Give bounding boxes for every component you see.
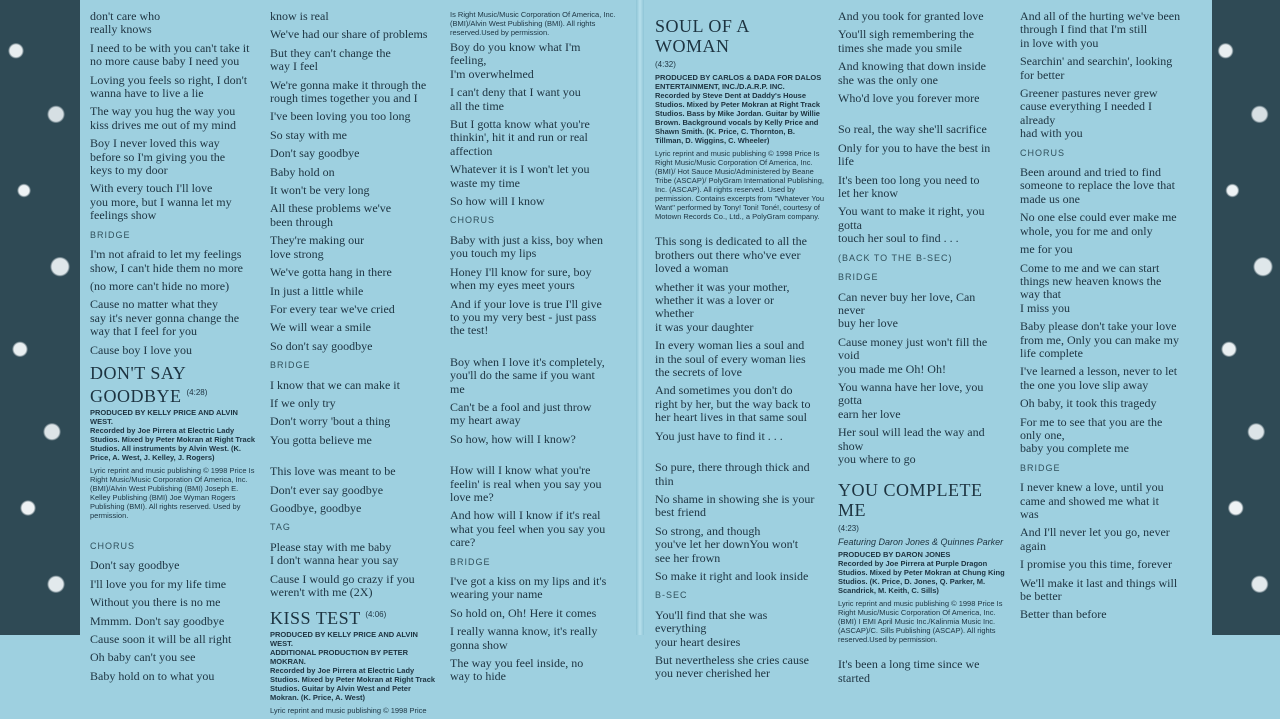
lyric-line: It's been too long you need to let her know (838, 172, 980, 201)
lyric-line: Cause I would go crazy if you weren't with me (2X) (270, 571, 415, 599)
lyric-line: Only for you to have the best in life (838, 140, 991, 169)
lyric-line: Don't ever say goodbye (270, 482, 384, 497)
lyrics-column-3 (450, 10, 625, 689)
lyric-line: I've been loving you too long (270, 109, 411, 124)
lyric-line: Can't be a fool and just throw my heart away (450, 399, 592, 428)
lyric-line: In just a little while (270, 283, 364, 298)
lyric-line: But I gotta know what you're thinkin', hit it and run or real affection (450, 117, 590, 158)
lyrics-block (838, 291, 1008, 467)
lyrics-column-1 (90, 10, 260, 688)
lyric-line: So how will I know (450, 194, 545, 209)
lyric-line: Cause money just won't fill the void you made me Oh! Oh! (838, 334, 988, 376)
lyrics-block (450, 234, 625, 550)
song-duration: (4:32) (655, 60, 676, 69)
section-label: BRIDGE (450, 556, 491, 567)
right-photo-edge (1212, 0, 1280, 635)
section-label: BRIDGE (90, 229, 131, 240)
lyric-line: It won't be very long (270, 183, 370, 198)
song-title: DON'T SAY GOODBYE $^{(4:28)}$ (90, 362, 208, 406)
lyric-line: don't care who really knows (90, 9, 161, 37)
lyrics-block (90, 10, 260, 223)
lyrics-block (1020, 166, 1192, 456)
lyric-line: So make it right and look inside (655, 568, 809, 583)
lyric-line: Don't worry 'bout a thing (270, 414, 391, 429)
lyric-line: Boy do you know what I'm feeling, I'm overwhelmed (450, 40, 581, 81)
lyric-line: I've learned a lesson, never to let the one you love slip away (1020, 364, 1178, 392)
lyric-line: I'm not afraid to let my feelings show, I can't hide them no more (90, 247, 244, 275)
production-credit: PRODUCED BY KELLY PRICE AND ALVIN WEST. Recorded by Joe Pirrera at Electric Lady Studios. Mixed by Peter Mokran at Right Track Studios. All instruments by Alvin West. (K. Price, A. West, J. Kelley, J. Rogers) (90, 407, 256, 462)
lyrics-block (270, 379, 440, 516)
lyric-line: Whatever it is I won't let you waste my time (450, 162, 590, 190)
lyric-line: Cause boy I love you (90, 342, 192, 357)
lyric-line: This love was meant to be (270, 464, 396, 479)
lyric-line: The way you hug the way you kiss drives me out of my mind (90, 104, 236, 132)
lyric-line: You gotta believe me (270, 432, 372, 447)
lyric-line: Boy when I love it's completely, you'll do the same if you want me (450, 354, 605, 396)
lyric-line: No shame in showing she is your best friend (655, 491, 815, 520)
section-label: BRIDGE (838, 272, 879, 283)
lyric-line: Come to me and we can start things new heaven knows the way that I miss you (1020, 260, 1162, 315)
lyrics-column-2 (270, 10, 440, 719)
lyric-line: We will wear a smile (270, 320, 371, 335)
production-credit: PRODUCED BY KELLY PRICE AND ALVIN WEST. ADDITIONAL PRODUCTION BY PETER MOKRAN. Recorded by Joe Pirrera at Electric Lady Studios. Mixed by Peter Mokran at Right Track Studios. Guitar by Alvin West and Peter Mokran. (K. Price, A. West) (270, 630, 436, 703)
publishing-credit: Lyric reprint and music publishing © 1998 Price Is Right Music/Music Corporation Of America, Inc. (BMI)/ Hot Sauce Music/Administered by Beane Tribe (ASCAP)/ PolyGram International Publishing, Inc. (ASCAP). All rights reserved. Used by permission. Contains excerpts from "Whatever You Want" performed by Tony! Toni! Toné!, courtesy of Motown Records Co., Ltd., a PolyGram company. (655, 149, 824, 222)
lyrics-block (838, 658, 1008, 685)
lyric-line: And you took for granted love (838, 9, 984, 23)
section-label: BRIDGE (1020, 462, 1061, 473)
lyric-line: Searchin' and searchin', looking for better (1020, 54, 1173, 82)
lyric-line: Baby please don't take your love from me, Only you can make my life complete (1020, 319, 1179, 360)
lyric-line (450, 343, 625, 351)
lyric-line: I can't deny that I want you all the time (450, 85, 581, 113)
lyrics-block (655, 235, 825, 583)
lyric-line: But they can't change the way I feel (270, 45, 391, 74)
lyric-line: Baby with just a kiss, boy when you touch my lips (450, 232, 603, 261)
lyric-line: All these problems we've been through (270, 201, 392, 229)
lyric-line: So real, the way she'll sacrifice (838, 122, 987, 137)
lyric-line: You'll find that she was everything your heart desires (655, 607, 768, 649)
section-label: CHORUS (450, 215, 496, 226)
lyric-line: The way you feel inside, no way to hide (450, 656, 584, 684)
lyric-line: me for you (1020, 242, 1073, 257)
lyric-line: With every touch I'll love you more, but I wanna let my feelings show (90, 181, 232, 223)
lyrics-block (655, 609, 825, 681)
lyric-line: And I'll never let you go, never again (1020, 525, 1170, 553)
lyric-line: So pure, there through thick and thin (655, 460, 810, 488)
lyrics-block (270, 541, 440, 600)
lyric-line: And knowing that down inside she was the only one (838, 59, 986, 87)
lyric-line: If we only try (270, 395, 336, 410)
lyric-line: Better than before (1020, 607, 1107, 622)
lyric-line: And how will I know if it's real what you feel when you say you care? (450, 508, 606, 550)
lyric-line: So don't say goodbye (270, 338, 373, 353)
production-credit: PRODUCED BY CARLOS & DADA FOR DALOS ENTERTAINMENT, INC./D.A.R.P. INC. Recorded by Steve Dent at Daddy's House Studios. Mixed by Peter Mokran at Right Track Studios. Bass by Mike Jordan. Guitar by Willie Brown. Background vocals by Kelly Price and Shawn Smith. (K. Price, C. Thornton, B. Tillman, D. Wiggins, C. Wheeler) (655, 73, 822, 146)
booklet-spine (636, 0, 644, 635)
lyrics-block (450, 41, 625, 208)
lyric-line: Loving you feels so right, I don't wanna have to live a lie (90, 72, 248, 101)
lyric-line: Without you there is no me (90, 595, 221, 610)
production-credit: PRODUCED BY DARON JONES Recorded by Joe Pirrera at Purple Dragon Studios. Mixed by Peter Mokran at Chung King Studios. (K. Price, D. Jones, Q. Parker, M. Scandrick, M. Keith, C. Sills) (838, 550, 1005, 596)
lyric-line: They're making our love strong (270, 233, 365, 261)
featuring-credit: Featuring Daron Jones & Quinnes Parker (838, 536, 1004, 547)
lyric-line: And sometimes you don't do right by her, but the way back to her heart lives in that same soul (655, 383, 811, 425)
lyric-line: Who'd love you forever more (838, 91, 980, 106)
lyric-line: Baby hold on (270, 164, 335, 179)
lyrics-block (450, 575, 625, 684)
lyric-line (838, 110, 1008, 118)
lyric-line: This song is dedicated to all the brothers out there who've ever loved a woman (655, 234, 807, 276)
lyric-line: Cause soon it will be all right (90, 631, 232, 646)
lyric-line: And if your love is true I'll give to you my very best - just pass the test! (450, 296, 602, 338)
lyrics-block (1020, 10, 1192, 141)
lyric-line: I never knew a love, until you came and showed me what it was (1020, 480, 1164, 521)
lyric-line (655, 448, 825, 456)
lyric-line: For me to see that you are the only one, baby you complete me (1020, 414, 1163, 456)
lyric-line: So how, how will I know? (450, 431, 576, 446)
lyric-line: We'll make it last and things will be better (1020, 575, 1178, 604)
song-duration: (4:23) (838, 524, 859, 534)
lyric-line: I'll love you for my life time (90, 576, 227, 591)
lyric-line: Oh baby can't you see (90, 650, 196, 665)
lyric-line: We've gotta hang in there (270, 265, 392, 280)
lyrics-column-4 (655, 10, 825, 686)
song-title: SOUL OF A WOMAN (655, 16, 749, 56)
lyric-line: We've had our share of problems (270, 27, 428, 42)
lyrics-block (90, 248, 260, 357)
lyric-line: Please stay with me baby I don't wanna hear you say (270, 539, 399, 568)
lyric-line (450, 451, 625, 459)
lyric-line: I need to be with you can't take it no more cause baby I need you (90, 40, 250, 69)
lyrics-block (90, 559, 260, 683)
lyric-line: So stay with me (270, 127, 347, 142)
section-label: (BACK TO THE B-SEC) (838, 252, 953, 263)
lyric-line: Can never buy her love, Can never buy her love (838, 289, 976, 331)
lyric-line: Baby hold on to what you (90, 668, 215, 683)
lyrics-column-5 (838, 10, 1008, 690)
lyric-line: Don't say goodbye (90, 558, 180, 573)
lyric-line: No one else could ever make me whole, you for me and only (1020, 210, 1177, 238)
lyric-line: (no more can't hide no more) (90, 278, 230, 293)
lyric-line: In every woman lies a soul and in the soul of every woman lies the secrets of love (655, 338, 806, 380)
lyric-line: It's been a long time since we started (838, 657, 980, 685)
lyric-line: So strong, and though you've let her downYou won't see her frown (655, 523, 799, 565)
lyric-line: And all of the hurting we've been through I find that I'm still in love with you (1020, 9, 1181, 50)
lyric-line: You just have to find it . . . (655, 428, 783, 443)
lyric-line: I really wanna know, it's really gonna show (450, 624, 598, 652)
lyric-line: You want to make it right, you gotta touch her soul to find . . . (838, 204, 985, 246)
lyric-line: I've got a kiss on my lips and it's wearing your name (450, 574, 607, 602)
lyric-line: I promise you this time, forever (1020, 557, 1172, 572)
lyric-line: Goodbye, goodbye (270, 500, 362, 515)
lyrics-block (838, 10, 1008, 246)
lyric-line: Don't say goodbye (270, 146, 360, 161)
song-title: KISS TEST $^{(4:06)}$ (270, 608, 387, 629)
lyric-line: Honey I'll know for sure, boy when my eyes meet yours (450, 264, 592, 293)
lyric-line: Oh baby, it took this tragedy (1020, 396, 1157, 411)
lyric-line: I know that we can make it (270, 377, 400, 392)
lyric-line: Greener pastures never grew cause everything I needed I already had with you (1020, 86, 1158, 141)
lyric-line: Cause no matter what they say it's never gonna change the way that I feel for you (90, 297, 240, 339)
lyric-line: know is real (270, 9, 329, 23)
section-label: CHORUS (1020, 147, 1066, 158)
lyric-line: How will I know what you're feelin' is real when you say you love me? (450, 463, 602, 504)
lyric-line: Mmmm. Don't say goodbye (90, 613, 225, 628)
publishing-credit: Lyric reprint and music publishing © 1998 Price Is Right Music/Music Corporation Of America, Inc. (BMI)/Alvin West Publishing (BMI) Joseph E. Kelley Publishing (BMI) Joe Wyman Rogers Publishing (BMI). All rights reserved. Used by permission. (90, 465, 255, 520)
lyric-line: But nevertheless she cries cause you never cherished her (655, 652, 809, 681)
lyrics-column-6 (1020, 10, 1192, 627)
lyric-line: Her soul will lead the way and show you where to go (838, 425, 985, 466)
song-title: YOU COMPLETE ME (838, 480, 983, 521)
lyric-line: For every tear we've cried (270, 301, 395, 316)
publishing-credit: Lyric reprint and music publishing © 1998 Price (270, 706, 427, 716)
lyrics-block (1020, 481, 1192, 622)
section-label: BRIDGE (270, 360, 311, 371)
left-photo-edge (0, 0, 80, 635)
lyric-line: You wanna have her love, you gotta earn her love (838, 379, 984, 421)
lyric-line: Boy I never loved this way before so I'm giving you the keys to my door (90, 136, 226, 178)
publishing-credit: Is Right Music/Music Corporation Of America, Inc. (BMI)/Alvin West Publishing (BMI). All rights reserved.Used by permission. (450, 10, 616, 37)
section-label: TAG (270, 522, 291, 533)
lyric-line: whether it was your mother, whether it was a lover or whether it was your daughter (655, 279, 790, 334)
lyric-line (270, 452, 440, 460)
lyric-line: So hold on, Oh! Here it comes (450, 605, 597, 620)
section-label: CHORUS (90, 540, 136, 551)
lyric-line: We're gonna make it through the rough times together you and I (270, 77, 427, 106)
lyric-line: Been around and tried to find someone to replace the love that made us one (1020, 165, 1175, 206)
lyric-line: You'll sigh remembering the times she made you smile (838, 27, 974, 55)
publishing-credit: Lyric reprint and music publishing © 1998 Price Is Right Music/Music Corporation Of America, Inc. (BMI) I EMI April Music Inc./Kalinmia Music Inc. (ASCAP)/C. Sills Publishing (ASCAP). All rights reserved.Used by permission. (838, 599, 1003, 645)
lyrics-block (270, 10, 440, 353)
section-label: B-SEC (655, 590, 688, 601)
